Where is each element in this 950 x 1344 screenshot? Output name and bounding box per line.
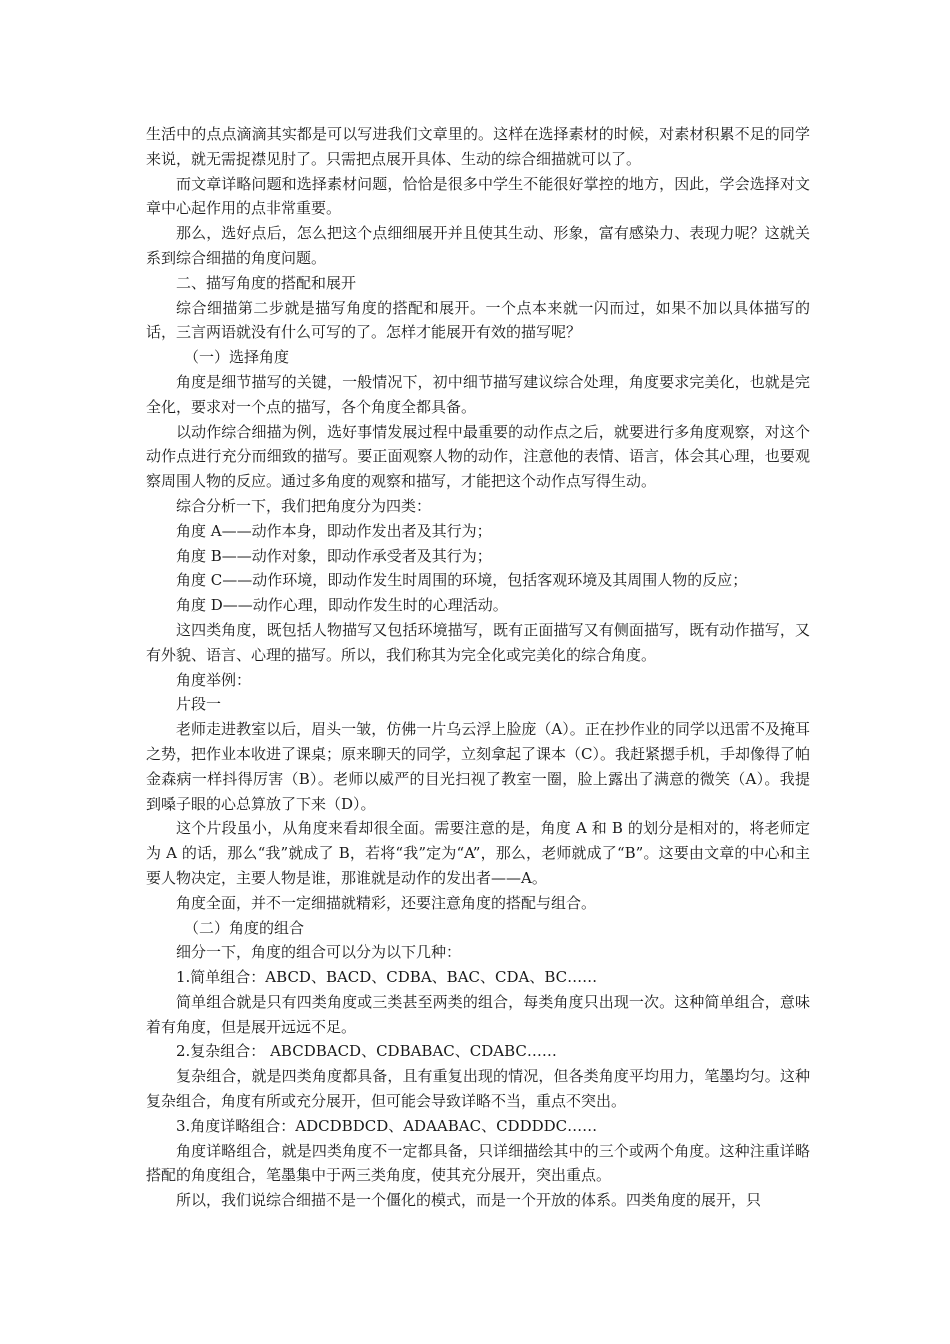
section-heading: 二、描写角度的搭配和展开 <box>176 273 357 292</box>
example-paragraph: 老师走进教室以后，眉头一皱，仿佛一片乌云浮上脸庞（A）。正在抄作业的同学以迅雷不及掩耳之势，把作业本收进了课桌；原来聊天的同学，立刻拿起了课本（C）。我赶紧摁手机，手却像得了帕金森病一样抖得厉害（B）。老师以威严的目光扫视了教室一圈，脸上露出了满意的微笑（A）。我提到嗓子眼的心总算放了下来（D）。 <box>146 720 810 813</box>
combination-item: 2.复杂组合： ABCDBACD、CDBABAC、CDABC…… <box>176 1042 557 1061</box>
angle-definition: 角度 D——动作心理，即动作发生时的心理活动。 <box>176 596 508 615</box>
paragraph: 角度举例： <box>176 670 252 689</box>
document-body <box>146 122 810 1213</box>
angle-definition: 角度 B——动作对象，即动作承受者及其行为； <box>176 546 492 565</box>
paragraph-continued: 生活中的点点滴滴其实都是可以写进我们文章里的。这样在选择素材的时候，对素材积累不足的同学来说，就无需捉襟见肘了。只需把点展开具体、生动的综合细描就可以了。 <box>146 125 810 168</box>
paragraph: 角度全面，并不一定细描就精彩，还要注意角度的搭配与组合。 <box>176 893 597 912</box>
paragraph: 这四类角度，既包括人物描写又包括环境描写，既有正面描写又有侧面描写，既有动作描写，又有外貌、语言、心理的描写。所以，我们称其为完全化或完美化的综合角度。 <box>146 620 810 664</box>
angle-definition: 角度 C——动作环境，即动作发生时周围的环境，包括客观环境及其周围人物的反应； <box>176 571 748 590</box>
subsection-heading: （一）选择角度 <box>184 348 290 367</box>
paragraph: 角度详略组合，就是四类角度不一定都具备，只详细描绘其中的三个或两个角度。这种注重详略搭配的角度组合，笔墨集中于两三类角度，使其充分展开，突出重点。 <box>146 1141 810 1185</box>
paragraph: 综合分析一下，我们把角度分为四类： <box>176 496 432 515</box>
combination-item: 1.简单组合：ABCD、BACD、CDBA、BAC、CDA、BC…… <box>176 968 598 987</box>
paragraph: 角度是细节描写的关键，一般情况下，初中细节描写建议综合处理，角度要求完美化，也就是完全化，要求对一个点的描写，各个角度全都具备。 <box>146 372 810 416</box>
paragraph: 那么，选好点后，怎么把这个点细细展开并且使其生动、形象，富有感染力、表现力呢？这就关系到综合细描的角度问题。 <box>146 224 810 267</box>
paragraph: 而文章详略问题和选择素材问题，恰恰是很多中学生不能很好掌控的地方，因此，学会选择对文章中心起作用的点非常重要。 <box>146 174 810 218</box>
paragraph: 复杂组合，就是四类角度都具备，且有重复出现的情况，但各类角度平均用力，笔墨均匀。这种复杂组合，角度有所或充分展开，但可能会导致详略不当，重点不突出。 <box>146 1067 810 1111</box>
paragraph: 这个片段虽小，从角度来看却很全面。需要注意的是，角度 A 和 B 的划分是相对的，将老师定为 A 的话，那么“我”就成了 B，若将“我”定为“A”，那么，老师就成了“B”。这要由文章的中心和主要人物决定，主要人物是谁，那谁就是动作的发出者——A。 <box>146 819 810 887</box>
paragraph: 综合细描第二步就是描写角度的搭配和展开。一个点本来就一闪而过，如果不加以具体描写的话，三言两语就没有什么可写的了。怎样才能展开有效的描写呢？ <box>146 298 810 342</box>
subsection-heading: （二）角度的组合 <box>184 918 305 937</box>
paragraph: 简单组合就是只有四类角度或三类甚至两类的组合，每类角度只出现一次。这种简单组合，意味着有角度，但是展开远远不足。 <box>146 992 810 1036</box>
paragraph: 所以，我们说综合细描不是一个僵化的模式，而是一个开放的体系。四类角度的展开，只 <box>176 1191 762 1210</box>
paragraph: 以动作综合细描为例，选好事情发展过程中最重要的动作点之后，就要进行多角度观察，对这个动作点进行充分而细致的描写。要正面观察人物的动作，注意他的表情、语言，体会其心理，也要观察周围人物的反应。通过多角度的观察和描写，才能把这个动作点写得生动。 <box>146 422 810 491</box>
combination-item: 3.角度详略组合：ADCDBDCD、ADAABAC、CDDDDC…… <box>176 1116 598 1135</box>
angle-definition: 角度 A——动作本身，即动作发出者及其行为； <box>176 521 492 540</box>
paragraph: 细分一下，角度的组合可以分为以下几种： <box>176 943 462 962</box>
example-heading: 片段一 <box>176 695 222 714</box>
